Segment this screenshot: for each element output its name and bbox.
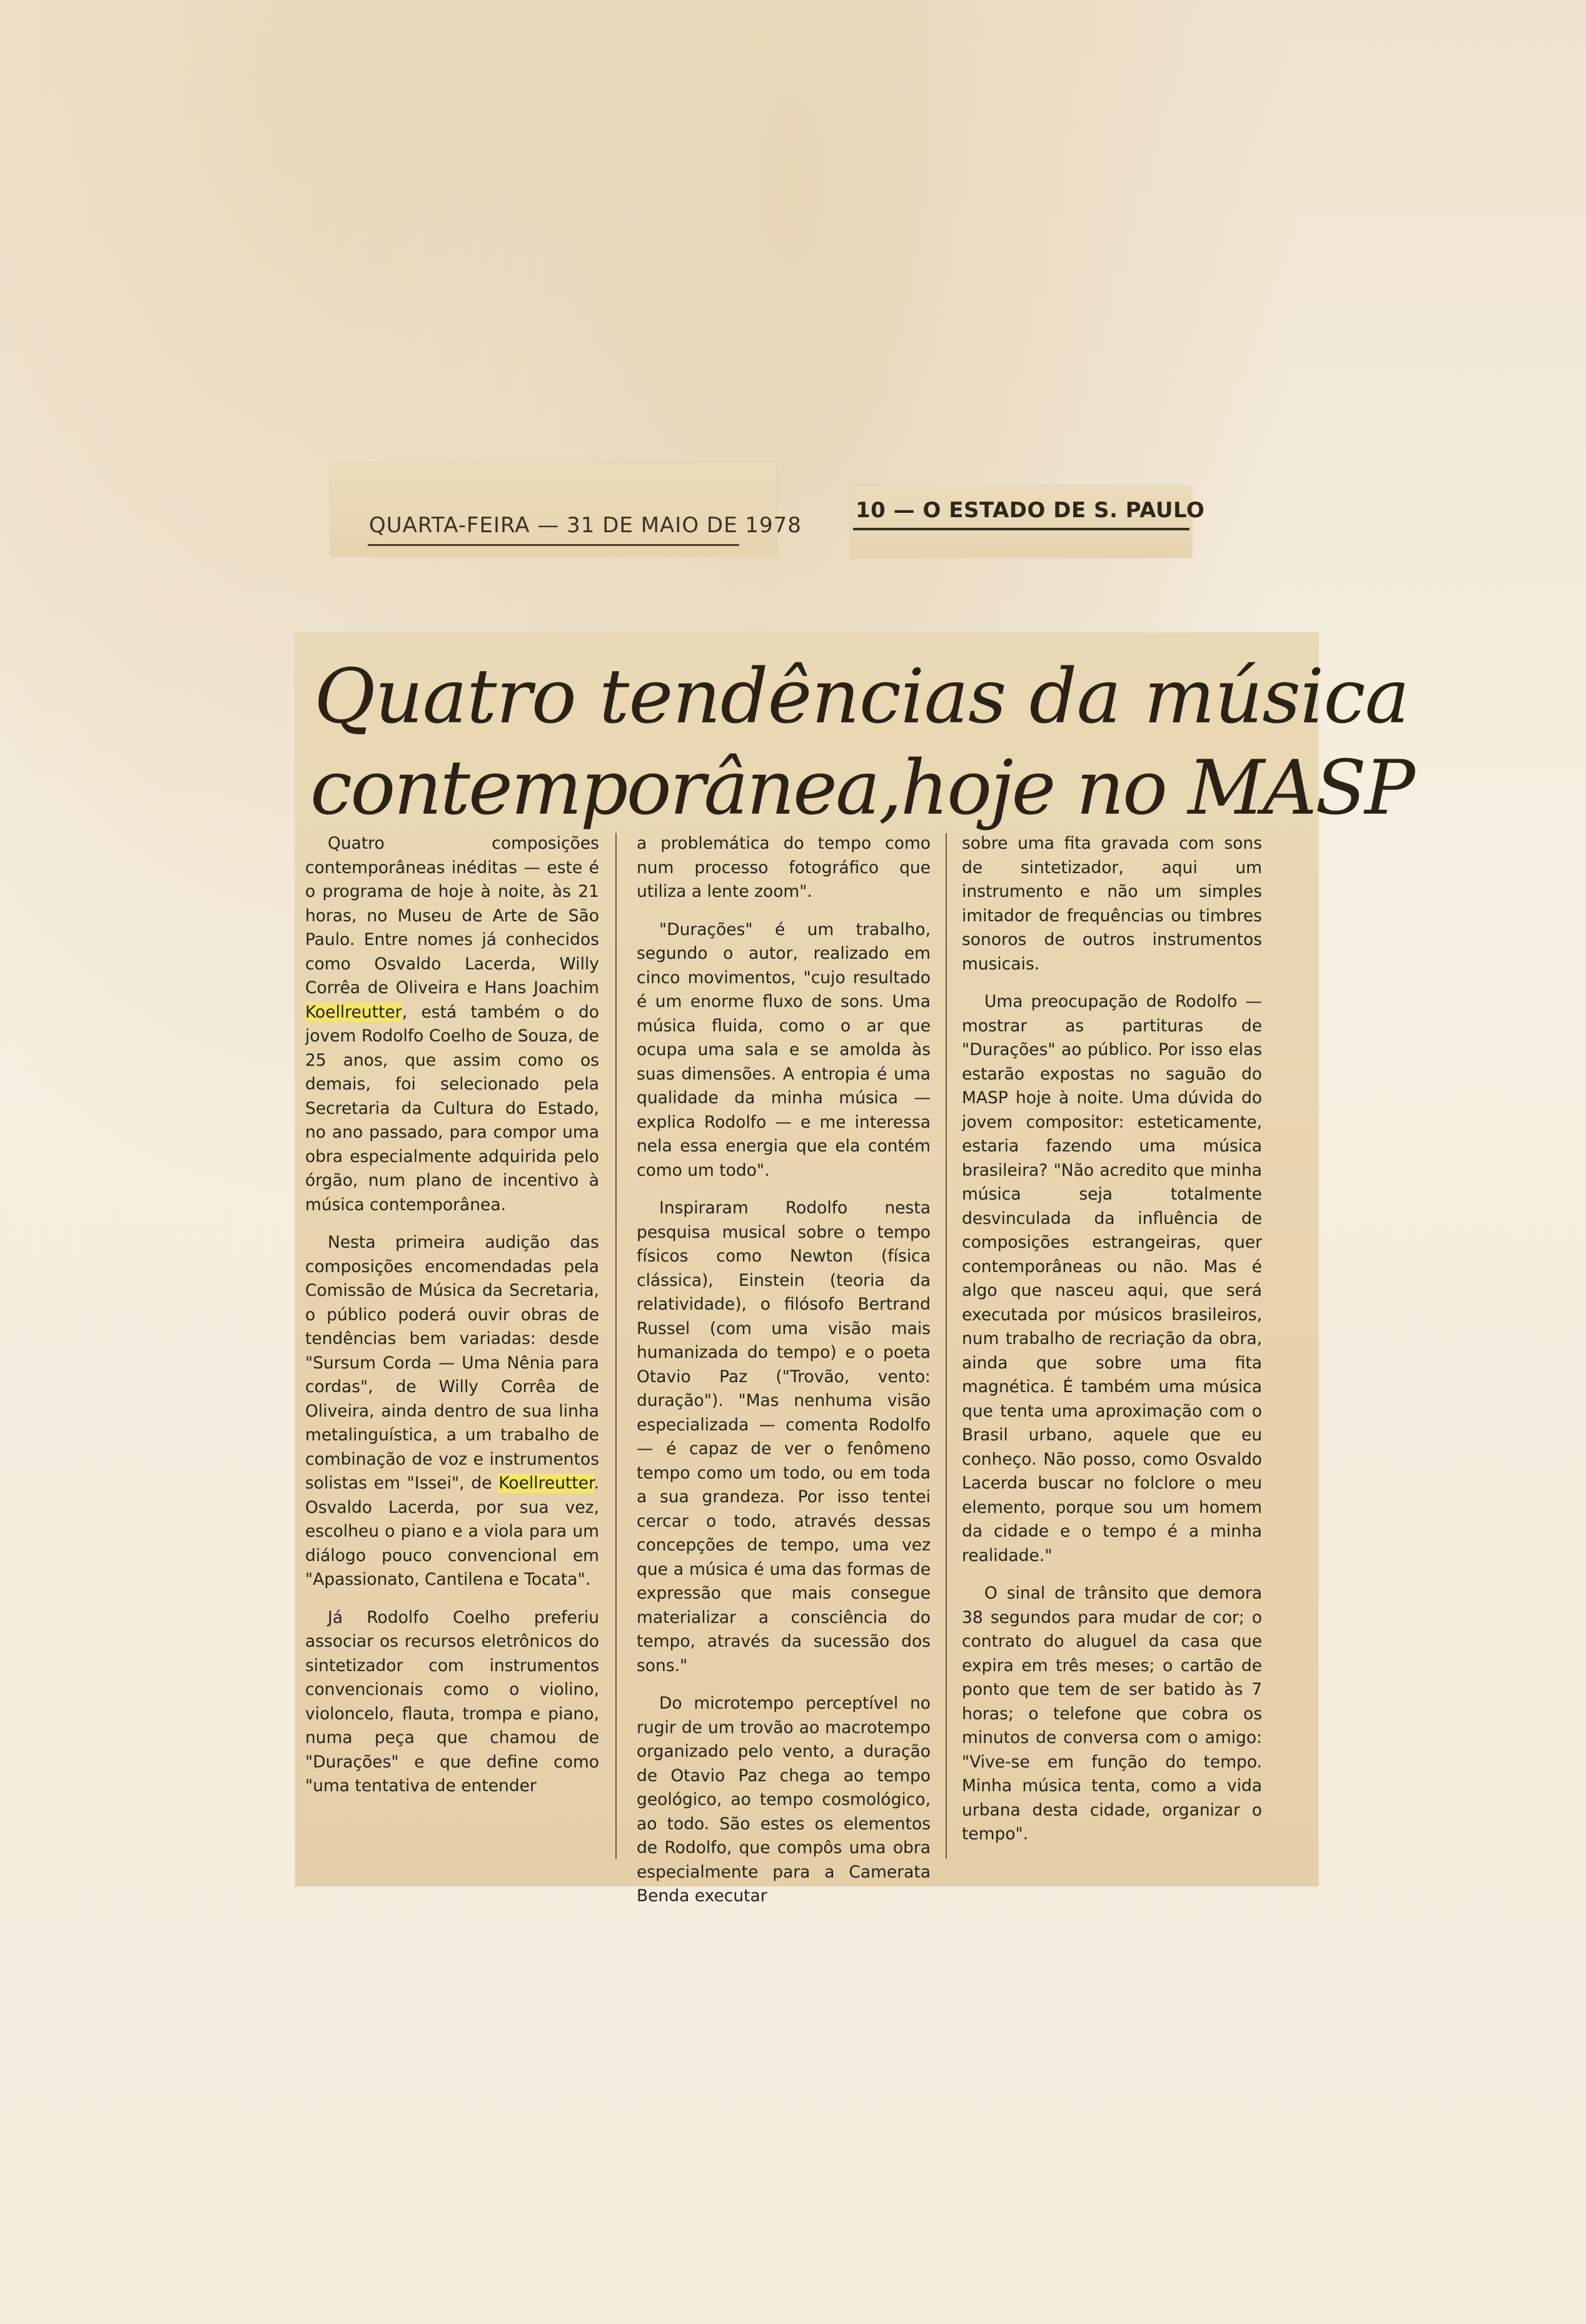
newspaper-rule [853,528,1190,530]
paragraph: sobre uma fita gravada com sons de sintetizador, aqui um instrumento e não um simples imitador de frequências ou timbres sonoros de outros instrumentos musicais. [962,834,1262,974]
highlighted-name: Koellreutter [305,1002,402,1022]
date-clipping [330,463,802,557]
paragraph: Uma preocupação de Rodolfo — mostrar as partituras de "Durações" ao público. Por isso elas estarão expostas no saguão do MASP hoje à noite. Uma dúvida do jovem compositor: esteticamente, estaria fazendo uma música brasileira? "Não acredito que minha música seja totalmente desvinculada da influência de composições estrangeiras, quer contemporâneas ou não. Mas é algo que nasceu aqui, que será executada por músicos brasileiros, num trabalho de recriação da obra, ainda que sobre uma fita magnética. É também uma música que tenta uma aproximação com o Brasil urbano, aquele que eu conheço. Não posso, como Osvaldo Lacerda buscar no folclore o meu elemento, porque sou um homem da cidade e o tempo é a minha realidade." [962,992,1262,1565]
paragraph: "Durações" é um trabalho, segundo o autor, realizado em cinco movimentos, "cujo resultado é um enorme fluxo de sons. Uma música fluida, como o ar que ocupa uma sala e se amolda às suas dimensões. A entropia é uma qualidade da minha música — explica Rodolfo — e me interessa nela essa energia que ela contém como um todo". [637,919,931,1180]
article-column-2 [637,832,931,1922]
paragraph: Quatro composições contemporâneas inéditas — este é o programa de hoje à noite, às 21 horas, no Museu de Arte de São Paulo. Entre nomes já conhecidos como Osvaldo Lacerda, Willy Corrêa de Oliveira e Hans Joachim Koellreutter, está também o do jovem Rodolfo Coelho de Souza, de 25 anos, que assim como os demais, foi selecionado pela Secretaria da Cultura do Estado, no ano passado, para compor uma obra especialmente adquirida pelo órgão, num plano de incentivo à música contemporânea. [305,834,599,1215]
paragraph: Inspiraram Rodolfo nesta pesquisa musical sobre o tempo físicos como Newton (física clássica), Einstein (teoria da relatividade), o filósofo Bertrand Russel (com uma visão mais humanizada do tempo) e o poeta Otavio Paz ("Trovão, vento: duração"). "Mas nenhuma visão especializada — comenta Rodolfo — é capaz de ver o fenômeno tempo como um todo, ou em toda a sua grandeza. Por isso tentei cercar o todo, através dessas concepções de tempo, uma vez que a música é uma das formas de expressão que mais consegue materializar a consciência do tempo, através da sucessão dos sons." [637,1198,931,1675]
date-rule [368,544,739,546]
date-line: QUARTA-FEIRA — 31 DE MAIO DE 1978 [369,513,802,538]
article-clipping [295,633,1413,1906]
paragraph: Nesta primeira audição das composições encomendadas pela Comissão de Música da Secretaria, o público poderá ouvir obras de tendências bem variadas: desde "Sursum Corda — Uma Nênia para cordas", de Willy Corrêa de Oliveira, ainda dentro de sua linha metalinguística, a um trabalho de combinação de voz e instrumentos solistas em "Issei", de Koellreutter. Osvaldo Lacerda, por sua vez, escolheu o piano e a viola para um diálogo pouco convencional em "Apassionato, Cantilena e Tocata". [305,1233,599,1589]
article-column-3 [962,832,1262,1861]
highlighted-name: Koellreutter [498,1473,594,1493]
paragraph: O sinal de trânsito que demora 38 segundos para mudar de cor; o contrato do aluguel da casa que expira em três meses; o cartão de ponto que tem de ser batido às 7 horas; o telefone que cobra os minutos de conversa com o amigo: "Vive-se em função do tempo. Minha música tenta, como a vida urbana desta cidade, organizar o tempo". [962,1584,1262,1844]
article-column-1 [305,832,599,1812]
newspaper-clipping [851,485,1205,558]
column-divider [946,833,947,1859]
headline-line-1: Quatro tendências da música [314,654,1409,740]
paragraph: a problemática do tempo como num processo fotográfico que utiliza a lente zoom". [637,834,931,901]
headline [310,652,1413,834]
newspaper-name: 10 — O ESTADO DE S. PAULO [856,498,1205,523]
column-divider [615,833,617,1859]
paragraph: Já Rodolfo Coelho preferiu associar os recursos eletrônicos do sintetizador com instrumentos convencionais como o violino, violoncelo, flauta, trompa e piano, numa peça que chamou de "Durações" e que define como "uma tentativa de entender [305,1607,599,1796]
headline-line-2: contemporânea,hoje no MASP [310,745,1413,832]
paragraph: Do microtempo perceptível no rugir de um trovão ao macrotempo organizado pelo vento, a duração de Otavio Paz chega ao tempo geológico, ao tempo cosmológico, ao todo. São estes os elementos de Rodolfo, que compôs uma obra especialmente para a Camerata Benda executar [637,1694,931,1906]
